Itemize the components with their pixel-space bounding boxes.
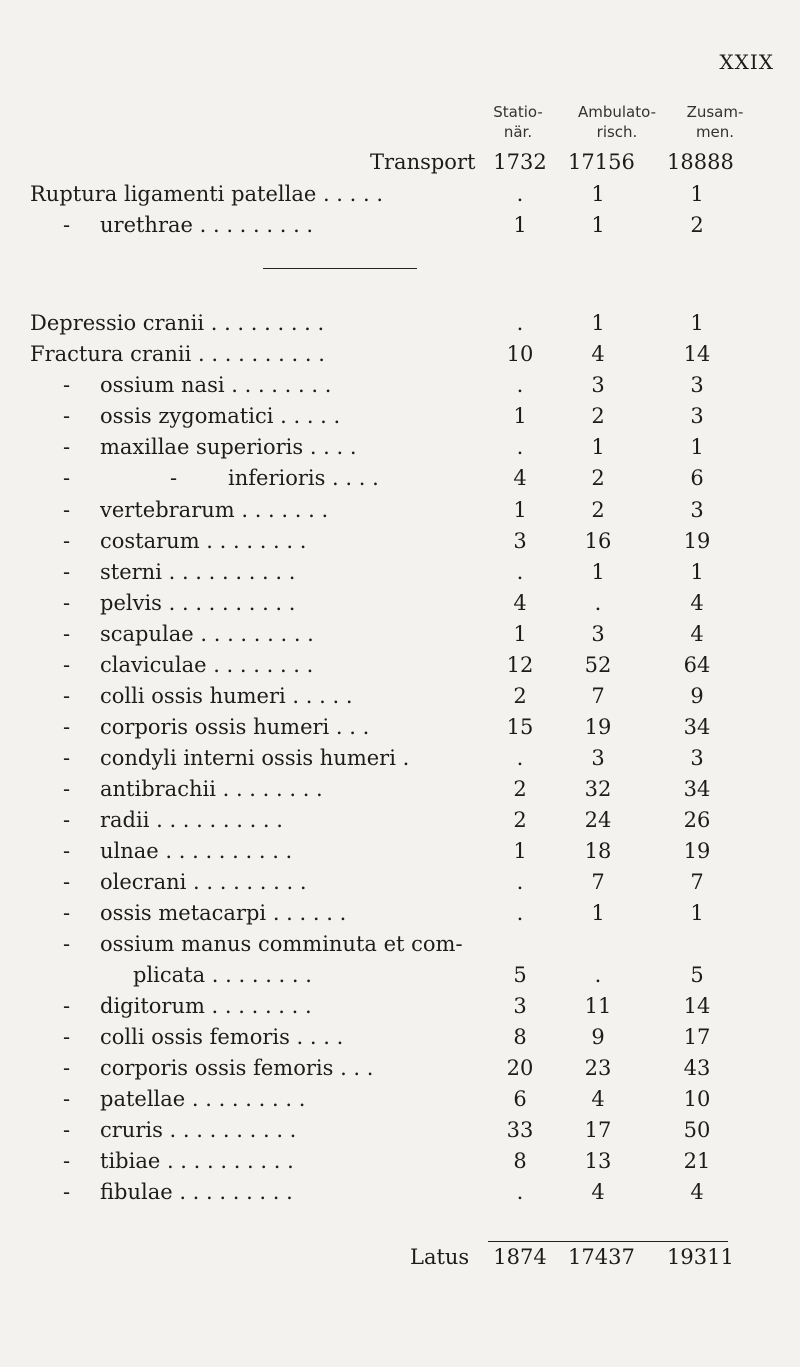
- table-row: [0, 992, 800, 1020]
- row-label: ossis zygomatici . . . . .: [100, 404, 341, 428]
- value-stationaer: .: [516, 560, 524, 584]
- ditto-dash: -: [63, 1087, 71, 1111]
- column-header-line1: Ambulato-: [577, 103, 656, 121]
- ditto-dash: -: [63, 746, 71, 770]
- value-zusammen: 3: [690, 746, 704, 770]
- ditto-dash: -: [63, 373, 71, 397]
- row-label: Fractura cranii . . . . . . . . . .: [30, 342, 325, 366]
- value-ambulatorisch: 3: [591, 373, 605, 397]
- value-ambulatorisch: 23: [584, 1056, 612, 1080]
- ditto-dash: -: [63, 529, 71, 553]
- ditto-dash: -: [63, 466, 71, 490]
- value-ambulatorisch: 3: [591, 746, 605, 770]
- sum-rule: [488, 1241, 728, 1242]
- table-row: [0, 1023, 800, 1051]
- ditto-dash: -: [63, 591, 71, 615]
- row-label: tibiae . . . . . . . . . .: [100, 1149, 294, 1173]
- value-stationaer: 1: [513, 404, 527, 428]
- row-label: cruris . . . . . . . . . .: [100, 1118, 297, 1142]
- row-label: digitorum . . . . . . . .: [100, 994, 312, 1018]
- row-label: ulnae . . . . . . . . . .: [100, 839, 293, 863]
- value-zusammen: 2: [690, 213, 704, 237]
- table-row: [0, 464, 800, 492]
- value-ambulatorisch: 2: [591, 498, 605, 522]
- table-row: [0, 1116, 800, 1144]
- table-row: [0, 620, 800, 648]
- value-ambulatorisch: 24: [584, 808, 612, 832]
- ditto-dash: -: [63, 1149, 71, 1173]
- row-label: ossis metacarpi . . . . . .: [100, 901, 347, 925]
- ditto-dash: -: [63, 932, 71, 956]
- ditto-dash: -: [63, 870, 71, 894]
- value-ambulatorisch: 9: [591, 1025, 605, 1049]
- ditto-dash: -: [63, 404, 71, 428]
- table-row: [0, 682, 800, 710]
- value-ambulatorisch: 52: [584, 653, 612, 677]
- row-label: vertebrarum . . . . . . .: [100, 498, 329, 522]
- value-ambulatorisch: 1: [591, 901, 605, 925]
- latus-value-ambulatorisch: 17437: [568, 1245, 635, 1269]
- value-stationaer: 4: [513, 466, 527, 490]
- value-ambulatorisch: 1: [591, 213, 605, 237]
- table-row: [0, 837, 800, 865]
- ditto-dash: -: [63, 808, 71, 832]
- value-zusammen: 1: [690, 182, 704, 206]
- value-ambulatorisch: 4: [591, 1087, 605, 1111]
- latus-value-zusammen: 19311: [667, 1245, 734, 1269]
- row-label: plicata . . . . . . . .: [133, 963, 312, 987]
- table-row: [0, 402, 800, 430]
- column-header-line2: men.: [695, 123, 735, 141]
- value-ambulatorisch: 4: [591, 1180, 605, 1204]
- table-row: [0, 309, 800, 337]
- value-zusammen: 14: [683, 342, 711, 366]
- table-row: [0, 340, 800, 368]
- value-stationaer: .: [516, 311, 524, 335]
- value-stationaer: 3: [513, 994, 527, 1018]
- row-label: corporis ossis humeri . . .: [100, 715, 370, 739]
- value-stationaer: .: [516, 373, 524, 397]
- table-row: [0, 180, 800, 208]
- value-zusammen: 34: [683, 777, 711, 801]
- ditto-dash: -: [63, 1025, 71, 1049]
- row-label: colli ossis femoris . . . .: [100, 1025, 344, 1049]
- table-row: [0, 775, 800, 803]
- row-label: urethrae . . . . . . . . .: [100, 213, 314, 237]
- row-label: Depressio cranii . . . . . . . . .: [30, 311, 325, 335]
- value-stationaer: 5: [513, 963, 527, 987]
- table-row: [0, 558, 800, 586]
- transport-label: Transport: [370, 150, 476, 174]
- transport-value-zusammen: 18888: [667, 150, 734, 174]
- value-zusammen: 4: [690, 1180, 704, 1204]
- value-zusammen: 9: [690, 684, 704, 708]
- value-stationaer: 10: [506, 342, 534, 366]
- latus-label: Latus: [410, 1245, 470, 1269]
- value-zusammen: 1: [690, 560, 704, 584]
- table-row: [0, 1209, 800, 1237]
- value-stationaer: 2: [513, 777, 527, 801]
- row-label: ossium nasi . . . . . . . .: [100, 373, 332, 397]
- row-label: sterni . . . . . . . . . .: [100, 560, 296, 584]
- column-header-line1: Statio-: [493, 103, 543, 121]
- value-zusammen: 26: [683, 808, 711, 832]
- column-header-zusammen: [665, 102, 765, 142]
- value-ambulatorisch: 13: [584, 1149, 612, 1173]
- row-label: ossium manus comminuta et com-: [100, 932, 463, 956]
- table-row: [0, 371, 800, 399]
- transport-value-ambulatorisch: 17156: [568, 150, 635, 174]
- value-stationaer: .: [516, 746, 524, 770]
- value-stationaer: 2: [513, 808, 527, 832]
- table-row: [0, 1054, 800, 1082]
- table-row: [0, 211, 800, 239]
- value-zusammen: 19: [683, 529, 711, 553]
- latus-value-stationaer: 1874: [493, 1245, 547, 1269]
- value-zusammen: 64: [683, 653, 711, 677]
- value-stationaer: 1: [513, 213, 527, 237]
- value-zusammen: 43: [683, 1056, 711, 1080]
- value-zusammen: 4: [690, 591, 704, 615]
- table-row: [0, 1085, 800, 1113]
- row-label: radii . . . . . . . . . .: [100, 808, 283, 832]
- value-zusammen: 5: [690, 963, 704, 987]
- value-zusammen: 1: [690, 311, 704, 335]
- table-row: [0, 744, 800, 772]
- row-label: olecrani . . . . . . . . .: [100, 870, 307, 894]
- value-stationaer: 6: [513, 1087, 527, 1111]
- value-ambulatorisch: 1: [591, 311, 605, 335]
- value-ambulatorisch: .: [594, 591, 602, 615]
- table-row: [0, 806, 800, 834]
- table-row: [0, 527, 800, 555]
- value-ambulatorisch: 16: [584, 529, 612, 553]
- row-label: maxillae superioris . . . .: [100, 435, 357, 459]
- table-row: [0, 1178, 800, 1206]
- value-stationaer: 8: [513, 1025, 527, 1049]
- value-ambulatorisch: 7: [591, 684, 605, 708]
- value-stationaer: 3: [513, 529, 527, 553]
- value-ambulatorisch: 32: [584, 777, 612, 801]
- ditto-dash: -: [63, 498, 71, 522]
- table-row: [0, 1147, 800, 1175]
- row-label: condyli interni ossis humeri .: [100, 746, 410, 770]
- column-header-stationaer: [468, 102, 568, 142]
- value-ambulatorisch: 19: [584, 715, 612, 739]
- ditto-dash: -: [63, 839, 71, 863]
- row-label: inferioris . . . .: [228, 466, 379, 490]
- row-label: Ruptura ligamenti patellae . . . . .: [30, 182, 384, 206]
- value-zusammen: 14: [683, 994, 711, 1018]
- value-ambulatorisch: 1: [591, 435, 605, 459]
- value-stationaer: 4: [513, 591, 527, 615]
- ditto-dash: -: [63, 1118, 71, 1142]
- value-zusammen: 7: [690, 870, 704, 894]
- value-ambulatorisch: 7: [591, 870, 605, 894]
- value-stationaer: 1: [513, 622, 527, 646]
- row-label: pelvis . . . . . . . . . .: [100, 591, 296, 615]
- value-stationaer: 15: [506, 715, 534, 739]
- value-ambulatorisch: 18: [584, 839, 612, 863]
- column-header-ambulatorisch: [567, 102, 667, 142]
- section-divider: [263, 268, 417, 269]
- row-label: antibrachii . . . . . . . .: [100, 777, 323, 801]
- ditto-dash: -: [63, 435, 71, 459]
- ditto-dash: -: [63, 901, 71, 925]
- ditto-dash: -: [63, 560, 71, 584]
- value-zusammen: 3: [690, 373, 704, 397]
- row-label: patellae . . . . . . . . .: [100, 1087, 306, 1111]
- value-zusammen: 4: [690, 622, 704, 646]
- value-stationaer: .: [516, 1180, 524, 1204]
- value-stationaer: 2: [513, 684, 527, 708]
- value-ambulatorisch: 3: [591, 622, 605, 646]
- value-ambulatorisch: 2: [591, 404, 605, 428]
- row-label: corporis ossis femoris . . .: [100, 1056, 374, 1080]
- page-number: XXIX: [719, 50, 774, 74]
- value-ambulatorisch: 1: [591, 182, 605, 206]
- value-zusammen: 21: [683, 1149, 711, 1173]
- value-stationaer: .: [516, 901, 524, 925]
- value-stationaer: 12: [506, 653, 534, 677]
- value-ambulatorisch: 11: [584, 994, 612, 1018]
- ditto-dash: -: [63, 684, 71, 708]
- value-zusammen: 17: [683, 1025, 711, 1049]
- transport-value-stationaer: 1732: [493, 150, 547, 174]
- row-label: scapulae . . . . . . . . .: [100, 622, 314, 646]
- value-ambulatorisch: .: [594, 963, 602, 987]
- value-ambulatorisch: 17: [584, 1118, 612, 1142]
- value-zusammen: 1: [690, 901, 704, 925]
- value-zusammen: 50: [683, 1118, 711, 1142]
- value-ambulatorisch: 2: [591, 466, 605, 490]
- ditto-dash: -: [63, 994, 71, 1018]
- value-zusammen: 3: [690, 498, 704, 522]
- ditto-dash: -: [63, 1056, 71, 1080]
- value-zusammen: 34: [683, 715, 711, 739]
- ditto-dash: -: [63, 715, 71, 739]
- transport-row: [0, 148, 800, 176]
- row-label: claviculae . . . . . . . .: [100, 653, 314, 677]
- ditto-dash: -: [63, 653, 71, 677]
- value-stationaer: 1: [513, 498, 527, 522]
- ditto-dash: -: [63, 777, 71, 801]
- column-header-line2: risch.: [596, 123, 638, 141]
- table-row: [0, 868, 800, 896]
- value-stationaer: 33: [506, 1118, 534, 1142]
- ditto-dash: -: [63, 1180, 71, 1204]
- table-row: [0, 899, 800, 927]
- value-zusammen: 3: [690, 404, 704, 428]
- ditto-dash: -: [63, 213, 71, 237]
- latus-row: [0, 1243, 800, 1271]
- value-stationaer: 1: [513, 839, 527, 863]
- row-label: costarum . . . . . . . .: [100, 529, 307, 553]
- table-row: [0, 961, 800, 989]
- table-row: [0, 713, 800, 741]
- table-row: [0, 496, 800, 524]
- column-header-line2: när.: [503, 123, 533, 141]
- table-row: [0, 589, 800, 617]
- value-stationaer: .: [516, 870, 524, 894]
- value-ambulatorisch: 4: [591, 342, 605, 366]
- value-zusammen: 10: [683, 1087, 711, 1111]
- table-row: [0, 433, 800, 461]
- row-label: fibulae . . . . . . . . .: [100, 1180, 293, 1204]
- value-stationaer: 8: [513, 1149, 527, 1173]
- column-header-line1: Zusam-: [686, 103, 744, 121]
- ditto-dash: -: [170, 466, 178, 490]
- value-ambulatorisch: 1: [591, 560, 605, 584]
- value-stationaer: .: [516, 435, 524, 459]
- value-zusammen: 6: [690, 466, 704, 490]
- value-zusammen: 1: [690, 435, 704, 459]
- value-zusammen: 19: [683, 839, 711, 863]
- value-stationaer: 20: [506, 1056, 534, 1080]
- row-label: colli ossis humeri . . . . .: [100, 684, 353, 708]
- table-row: [0, 651, 800, 679]
- value-stationaer: .: [516, 182, 524, 206]
- table-row: [0, 930, 800, 958]
- ditto-dash: -: [63, 622, 71, 646]
